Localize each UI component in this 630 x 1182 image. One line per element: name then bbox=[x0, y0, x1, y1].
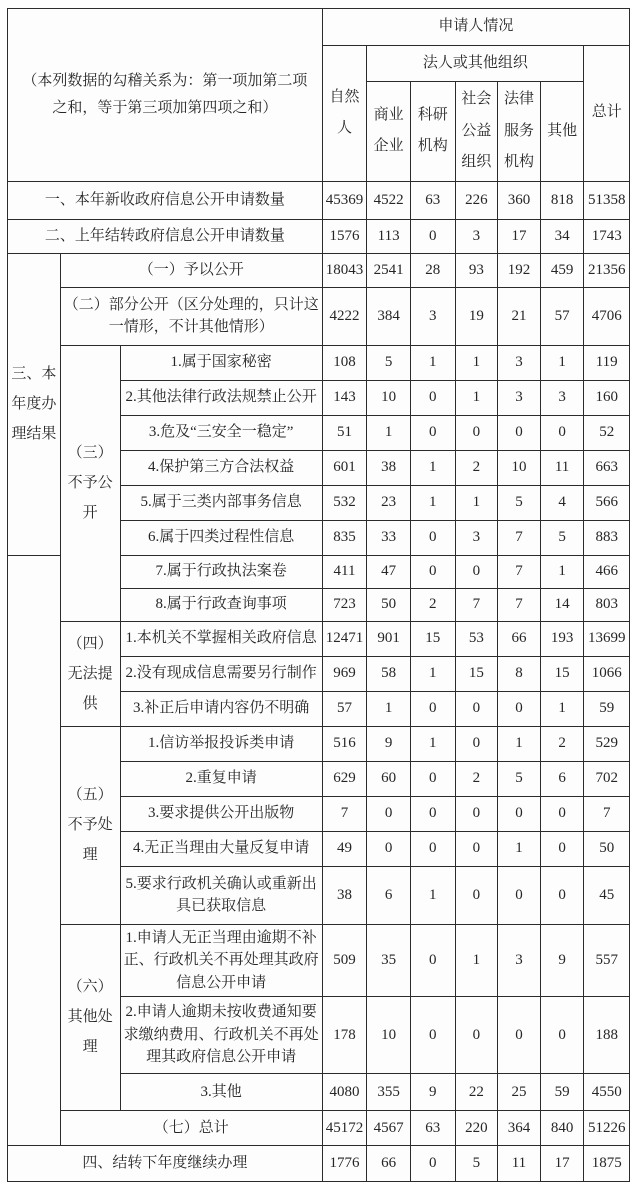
row-subtotal bbox=[8, 1111, 630, 1146]
row-label: 二、上年结转政府信息公开申请数量 bbox=[8, 219, 323, 253]
cell-research: 0 bbox=[410, 219, 455, 253]
cell-social: 3 bbox=[455, 219, 498, 253]
cell-legal-service: 1 bbox=[498, 831, 541, 866]
row-label: 2.其他法律行政法规禁止公开 bbox=[120, 380, 322, 415]
cell-natural-person: 143 bbox=[322, 380, 367, 415]
row-label: （七）总计 bbox=[60, 1111, 322, 1146]
cell-social: 0 bbox=[455, 866, 498, 924]
row-label: （一）予以公开 bbox=[60, 253, 322, 287]
cell-natural-person: 4222 bbox=[322, 287, 367, 345]
cell-total: 566 bbox=[584, 485, 630, 520]
row-carried-over-prev bbox=[8, 219, 630, 253]
cell-total: 59 bbox=[584, 691, 630, 726]
cell-other: 5 bbox=[540, 520, 584, 555]
row-label: 2.没有现成信息需要另行制作 bbox=[120, 656, 322, 691]
cell-total: 188 bbox=[584, 997, 630, 1074]
cell-commercial: 4522 bbox=[367, 181, 411, 219]
cell-total: 4706 bbox=[584, 287, 630, 345]
cell-legal-service: 0 bbox=[498, 691, 541, 726]
cell-other: 11 bbox=[540, 450, 584, 485]
cell-legal-service: 3 bbox=[498, 924, 541, 997]
cell-legal-service: 1 bbox=[498, 726, 541, 761]
cell-social: 5 bbox=[455, 1146, 498, 1182]
cell-research: 28 bbox=[410, 253, 455, 287]
cell-research: 0 bbox=[410, 520, 455, 555]
cell-legal-service: 5 bbox=[498, 485, 541, 520]
cell-other: 9 bbox=[540, 924, 584, 997]
cell-legal-service: 66 bbox=[498, 621, 541, 656]
row-label: （二）部分公开（区分处理的，只计这一情形，不计其他情形） bbox=[60, 287, 322, 345]
row-not-held bbox=[8, 621, 630, 656]
cell-social: 0 bbox=[455, 691, 498, 726]
cell-total: 803 bbox=[584, 588, 630, 621]
cell-other: 17 bbox=[540, 1146, 584, 1182]
cell-total: 160 bbox=[584, 380, 630, 415]
cell-social: 15 bbox=[455, 656, 498, 691]
row-label: 4.保护第三方合法权益 bbox=[120, 450, 322, 485]
cell-other: 4 bbox=[540, 485, 584, 520]
cell-commercial: 0 bbox=[367, 831, 411, 866]
cell-total: 702 bbox=[584, 761, 630, 796]
cell-total: 21356 bbox=[584, 253, 630, 287]
cell-commercial: 6 bbox=[367, 866, 411, 924]
cell-legal-service: 5 bbox=[498, 761, 541, 796]
cell-research: 9 bbox=[410, 1074, 455, 1111]
cell-other: 2 bbox=[540, 726, 584, 761]
cell-total: 663 bbox=[584, 450, 630, 485]
cell-commercial: 901 bbox=[367, 621, 411, 656]
reconciliation-note: （本列数据的勾稽关系为：第一项加第二项之和，等于第三项加第四项之和） bbox=[8, 9, 323, 182]
cell-other: 1 bbox=[540, 691, 584, 726]
cell-social: 19 bbox=[455, 287, 498, 345]
cell-total: 557 bbox=[584, 924, 630, 997]
cell-social: 1 bbox=[455, 345, 498, 380]
cell-research: 63 bbox=[410, 181, 455, 219]
row-label: 5.属于三类内部事务信息 bbox=[120, 485, 322, 520]
row-overdue-no-correction bbox=[8, 924, 630, 997]
cell-other: 14 bbox=[540, 588, 584, 621]
row-label: 3.其他 bbox=[120, 1074, 322, 1111]
cell-total: 466 bbox=[584, 555, 630, 588]
header-legal-org-group: 法人或其他组织 bbox=[367, 45, 584, 82]
cell-natural-person: 7 bbox=[322, 796, 367, 831]
cell-research: 63 bbox=[410, 1111, 455, 1146]
cell-social: 226 bbox=[455, 181, 498, 219]
cell-other: 0 bbox=[540, 415, 584, 450]
row-label: 2.重复申请 bbox=[120, 761, 322, 796]
group-not-disclosed: （三）不予公开 bbox=[60, 345, 120, 621]
cell-other: 34 bbox=[540, 219, 584, 253]
row-label: 6.属于四类过程性信息 bbox=[120, 520, 322, 555]
cell-other: 15 bbox=[540, 656, 584, 691]
cell-other: 193 bbox=[540, 621, 584, 656]
col-header-total: 总计 bbox=[584, 45, 630, 181]
cell-natural-person: 532 bbox=[322, 485, 367, 520]
group-not-processed: （五）不予处理 bbox=[60, 726, 120, 924]
cell-other: 3 bbox=[540, 380, 584, 415]
cell-legal-service: 10 bbox=[498, 450, 541, 485]
cell-total: 1875 bbox=[584, 1146, 630, 1182]
row-label: 3.危及“三安全一稳定” bbox=[120, 415, 322, 450]
row-label: 1.申请人无正当理由逾期不补正、行政机关不再处理其政府信息公开申请 bbox=[120, 924, 322, 997]
cell-research: 0 bbox=[410, 761, 455, 796]
cell-commercial: 35 bbox=[367, 924, 411, 997]
cell-research: 0 bbox=[410, 1146, 455, 1182]
cell-social: 1 bbox=[455, 924, 498, 997]
cell-natural-person: 18043 bbox=[322, 253, 367, 287]
col-header-social: 社会公益组织 bbox=[455, 82, 498, 182]
cell-social: 0 bbox=[455, 997, 498, 1074]
cell-legal-service: 21 bbox=[498, 287, 541, 345]
row-label: 7.属于行政执法案卷 bbox=[120, 555, 322, 588]
cell-natural-person: 108 bbox=[322, 345, 367, 380]
cell-total: 1743 bbox=[584, 219, 630, 253]
cell-social: 2 bbox=[455, 761, 498, 796]
header-applicant-situation: 申请人情况 bbox=[322, 9, 629, 46]
cell-natural-person: 411 bbox=[322, 555, 367, 588]
cell-natural-person: 45172 bbox=[322, 1111, 367, 1146]
cell-social: 93 bbox=[455, 253, 498, 287]
cell-social: 2 bbox=[455, 450, 498, 485]
cell-research: 0 bbox=[410, 831, 455, 866]
cell-commercial: 384 bbox=[367, 287, 411, 345]
cell-other: 6 bbox=[540, 761, 584, 796]
cell-social: 1 bbox=[455, 485, 498, 520]
cell-natural-person: 12471 bbox=[322, 621, 367, 656]
row-disclosed bbox=[8, 253, 630, 287]
row-label: 3.要求提供公开出版物 bbox=[120, 796, 322, 831]
cell-commercial: 4567 bbox=[367, 1111, 411, 1146]
row-label: 1.本机关不掌握相关政府信息 bbox=[120, 621, 322, 656]
cell-commercial: 66 bbox=[367, 1146, 411, 1182]
cell-total: 50 bbox=[584, 831, 630, 866]
cell-natural-person: 57 bbox=[322, 691, 367, 726]
cell-legal-service: 360 bbox=[498, 181, 541, 219]
cell-legal-service: 3 bbox=[498, 345, 541, 380]
cell-other: 818 bbox=[540, 181, 584, 219]
cell-commercial: 10 bbox=[367, 997, 411, 1074]
cell-natural-person: 835 bbox=[322, 520, 367, 555]
row-label: 1.信访举报投诉类申请 bbox=[120, 726, 322, 761]
cell-social: 7 bbox=[455, 588, 498, 621]
cell-other: 59 bbox=[540, 1074, 584, 1111]
cell-commercial: 10 bbox=[367, 380, 411, 415]
cell-other: 459 bbox=[540, 253, 584, 287]
left-spacer-cell bbox=[8, 555, 61, 1146]
cell-legal-service: 7 bbox=[498, 520, 541, 555]
cell-commercial: 1 bbox=[367, 691, 411, 726]
cell-research: 1 bbox=[410, 450, 455, 485]
cell-research: 1 bbox=[410, 485, 455, 520]
cell-social: 1 bbox=[455, 380, 498, 415]
cell-natural-person: 516 bbox=[322, 726, 367, 761]
cell-research: 1 bbox=[410, 656, 455, 691]
row-carry-next-year bbox=[8, 1146, 630, 1182]
row-label: 1.属于国家秘密 bbox=[120, 345, 322, 380]
group-other-handling: （六）其他处理 bbox=[60, 924, 120, 1111]
cell-commercial: 5 bbox=[367, 345, 411, 380]
row-new-received bbox=[8, 181, 630, 219]
cell-research: 0 bbox=[410, 380, 455, 415]
cell-other: 0 bbox=[540, 831, 584, 866]
col-header-natural-person: 自然人 bbox=[322, 45, 367, 181]
cell-commercial: 38 bbox=[367, 450, 411, 485]
cell-total: 119 bbox=[584, 345, 630, 380]
cell-total: 51358 bbox=[584, 181, 630, 219]
cell-social: 53 bbox=[455, 621, 498, 656]
row-label: 2.申请人逾期未按收费通知要求缴纳费用、行政机关不再处理其政府信息公开申请 bbox=[120, 997, 322, 1074]
cell-natural-person: 1576 bbox=[322, 219, 367, 253]
cell-other: 1 bbox=[540, 345, 584, 380]
header-row-applicant bbox=[8, 9, 630, 46]
cell-social: 0 bbox=[455, 555, 498, 588]
cell-commercial: 47 bbox=[367, 555, 411, 588]
cell-commercial: 355 bbox=[367, 1074, 411, 1111]
cell-research: 1 bbox=[410, 726, 455, 761]
cell-commercial: 113 bbox=[367, 219, 411, 253]
cell-research: 0 bbox=[410, 691, 455, 726]
cell-natural-person: 509 bbox=[322, 924, 367, 997]
cell-legal-service: 11 bbox=[498, 1146, 541, 1182]
cell-natural-person: 49 bbox=[322, 831, 367, 866]
cell-social: 22 bbox=[455, 1074, 498, 1111]
cell-social: 0 bbox=[455, 415, 498, 450]
cell-social: 220 bbox=[455, 1111, 498, 1146]
cell-natural-person: 45369 bbox=[322, 181, 367, 219]
cell-total: 529 bbox=[584, 726, 630, 761]
cell-natural-person: 969 bbox=[322, 656, 367, 691]
row-label: 4.无正当理由大量反复申请 bbox=[120, 831, 322, 866]
cell-research: 1 bbox=[410, 345, 455, 380]
cell-legal-service: 25 bbox=[498, 1074, 541, 1111]
cell-total: 4550 bbox=[584, 1074, 630, 1111]
row-partially-disclosed bbox=[8, 287, 630, 345]
row-label: 3.补正后申请内容仍不明确 bbox=[120, 691, 322, 726]
cell-social: 3 bbox=[455, 520, 498, 555]
group-annual-results: 三、本年度办理结果 bbox=[8, 253, 61, 555]
cell-social: 0 bbox=[455, 726, 498, 761]
cell-legal-service: 17 bbox=[498, 219, 541, 253]
col-header-other: 其他 bbox=[540, 82, 584, 182]
cell-natural-person: 178 bbox=[322, 997, 367, 1074]
cell-commercial: 2541 bbox=[367, 253, 411, 287]
cell-research: 0 bbox=[410, 415, 455, 450]
cell-legal-service: 8 bbox=[498, 656, 541, 691]
cell-other: 57 bbox=[540, 287, 584, 345]
cell-commercial: 58 bbox=[367, 656, 411, 691]
col-header-legal-service: 法律服务机构 bbox=[498, 82, 541, 182]
cell-legal-service: 0 bbox=[498, 866, 541, 924]
cell-commercial: 23 bbox=[367, 485, 411, 520]
cell-research: 0 bbox=[410, 924, 455, 997]
cell-total: 52 bbox=[584, 415, 630, 450]
cell-other: 1 bbox=[540, 555, 584, 588]
cell-natural-person: 38 bbox=[322, 866, 367, 924]
cell-total: 1066 bbox=[584, 656, 630, 691]
cell-commercial: 9 bbox=[367, 726, 411, 761]
cell-research: 15 bbox=[410, 621, 455, 656]
cell-other: 0 bbox=[540, 796, 584, 831]
cell-commercial: 1 bbox=[367, 415, 411, 450]
cell-commercial: 60 bbox=[367, 761, 411, 796]
col-header-research: 科研机构 bbox=[410, 82, 455, 182]
col-header-commercial: 商业企业 bbox=[367, 82, 411, 182]
cell-natural-person: 723 bbox=[322, 588, 367, 621]
cell-natural-person: 629 bbox=[322, 761, 367, 796]
row-label: 5.要求行政机关确认或重新出具已获取信息 bbox=[120, 866, 322, 924]
cell-research: 2 bbox=[410, 588, 455, 621]
gov-info-disclosure-table bbox=[7, 8, 630, 1182]
cell-total: 7 bbox=[584, 796, 630, 831]
row-state-secret bbox=[8, 345, 630, 380]
row-petition-complaint bbox=[8, 726, 630, 761]
cell-social: 0 bbox=[455, 831, 498, 866]
cell-legal-service: 7 bbox=[498, 588, 541, 621]
cell-commercial: 50 bbox=[367, 588, 411, 621]
cell-legal-service: 0 bbox=[498, 997, 541, 1074]
cell-total: 883 bbox=[584, 520, 630, 555]
cell-legal-service: 0 bbox=[498, 796, 541, 831]
cell-legal-service: 7 bbox=[498, 555, 541, 588]
row-label: 一、本年新收政府信息公开申请数量 bbox=[8, 181, 323, 219]
cell-legal-service: 364 bbox=[498, 1111, 541, 1146]
cell-research: 1 bbox=[410, 866, 455, 924]
row-label: 8.属于行政查询事项 bbox=[120, 588, 322, 621]
cell-legal-service: 0 bbox=[498, 415, 541, 450]
cell-social: 0 bbox=[455, 796, 498, 831]
cell-total: 51226 bbox=[584, 1111, 630, 1146]
cell-commercial: 0 bbox=[367, 796, 411, 831]
cell-other: 0 bbox=[540, 997, 584, 1074]
cell-natural-person: 4080 bbox=[322, 1074, 367, 1111]
cell-natural-person: 1776 bbox=[322, 1146, 367, 1182]
cell-research: 0 bbox=[410, 555, 455, 588]
cell-other: 840 bbox=[540, 1111, 584, 1146]
row-label: 四、结转下年度继续办理 bbox=[8, 1146, 323, 1182]
cell-legal-service: 3 bbox=[498, 380, 541, 415]
cell-natural-person: 51 bbox=[322, 415, 367, 450]
cell-total: 45 bbox=[584, 866, 630, 924]
cell-commercial: 33 bbox=[367, 520, 411, 555]
group-unable-to-provide: （四）无法提供 bbox=[60, 621, 120, 726]
cell-research: 0 bbox=[410, 997, 455, 1074]
cell-natural-person: 601 bbox=[322, 450, 367, 485]
cell-research: 0 bbox=[410, 796, 455, 831]
cell-legal-service: 192 bbox=[498, 253, 541, 287]
cell-research: 3 bbox=[410, 287, 455, 345]
cell-total: 13699 bbox=[584, 621, 630, 656]
cell-other: 0 bbox=[540, 866, 584, 924]
